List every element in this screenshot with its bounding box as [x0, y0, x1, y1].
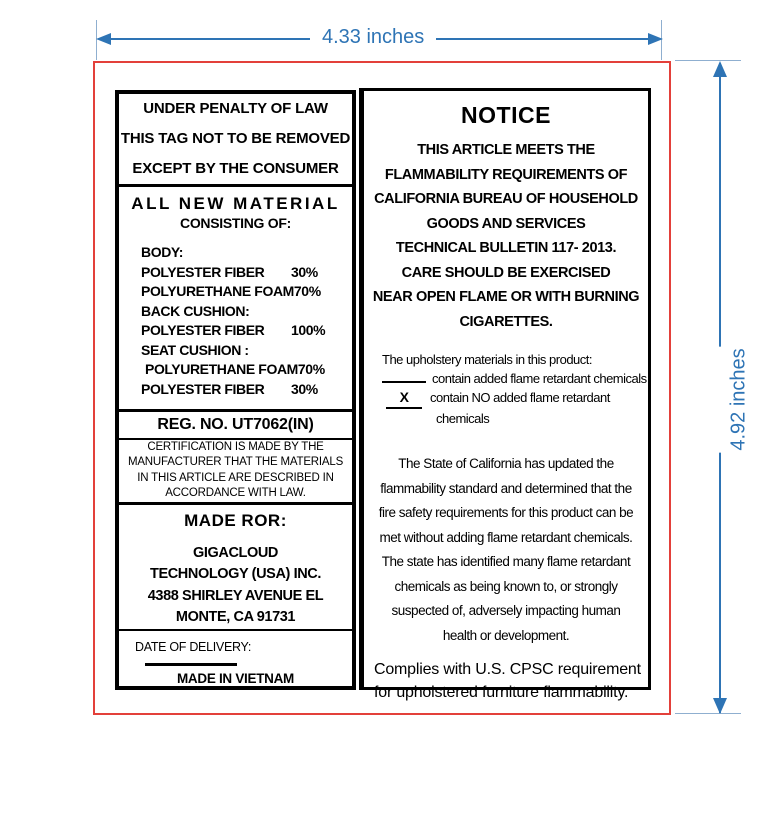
notice-title: NOTICE: [461, 102, 551, 128]
upholstery-intro: The upholstery materials in this product:: [382, 352, 592, 367]
made-in-label: MADE IN VIETNAM: [176, 670, 294, 686]
manufacturer-line: MONTE, CA 91731: [175, 609, 296, 626]
delivery-section: [119, 629, 352, 686]
notice-line: TECHNICAL BULLETIN 117- 2013.: [395, 240, 617, 256]
penalty-line: THIS TAG NOT TO BE REMOVED: [120, 130, 351, 148]
manufacturer-line: 4388 SHIRLEY AVENUE EL: [147, 587, 324, 604]
materials-title: ALL NEW MATERIAL: [131, 194, 340, 214]
material-percent: 30%: [291, 263, 318, 280]
cpsc-compliance-statement: Complies with U.S. CPSC requirement for upholstered furniture flammability.: [374, 661, 641, 701]
date-of-delivery-blank: [145, 654, 237, 666]
material-percent: [291, 302, 342, 322]
material-row: [141, 321, 342, 341]
material-percent: 30%: [291, 380, 318, 397]
arrow-up-icon: [713, 61, 727, 77]
made-for-title: MADE ROR:: [184, 510, 287, 530]
checked-x-mark: X: [386, 388, 422, 409]
material-percent: 70%: [297, 361, 325, 378]
option-text-continued: chemicals: [436, 411, 490, 426]
registration-section: [119, 409, 352, 438]
material-label: POLYESTER FIBER: [141, 380, 265, 397]
material-label: POLYURETHANE FOAM: [141, 283, 294, 300]
material-label: BACK CUSHION:: [141, 302, 250, 319]
flammability-statement: [364, 138, 648, 334]
notice-line: CARE SHOULD BE EXERCISED: [401, 264, 611, 281]
manufacturer-line: GIGACLOUD: [192, 544, 278, 561]
height-extension-line-top: [675, 60, 741, 61]
certification-section: [119, 438, 352, 502]
material-row: [141, 243, 342, 263]
materials-list: [119, 243, 352, 399]
material-percent: [291, 341, 342, 361]
date-of-delivery-row: [119, 640, 352, 669]
materials-subtitle: CONSISTING OF:: [180, 215, 291, 232]
certification-text: CERTIFICATION IS MADE BY THE MANUFACTURER THAT THE MATERIALS IN THIS ARTICLE ARE DESCRIBED IN ACCORDANCE WITH LAW.: [127, 440, 344, 500]
material-row: [141, 360, 342, 380]
material-label: POLYURETHANE FOAM: [145, 361, 298, 378]
material-row: [141, 380, 342, 400]
notice-line: GOODS AND SERVICES: [426, 215, 586, 232]
law-label-panel: [115, 90, 356, 690]
option-text: contain NO added flame retardant: [430, 390, 610, 405]
notice-line: THIS ARTICLE MEETS THE: [417, 142, 595, 158]
material-percent: 70%: [293, 283, 321, 300]
material-row: [141, 341, 342, 361]
date-of-delivery-label: DATE OF DELIVERY:: [135, 639, 252, 654]
material-percent: [291, 243, 342, 263]
manufacturer-line: TECHNOLOGY (USA) INC.: [150, 566, 321, 583]
made-for-section: [119, 502, 352, 629]
material-percent: 100%: [291, 322, 326, 339]
width-dimension-label: 4.33 inches: [310, 26, 436, 49]
height-extension-line-bottom: [675, 713, 741, 714]
height-dimension-label: 4.92 inches: [718, 346, 761, 452]
material-label: POLYESTER FIBER: [141, 263, 265, 280]
materials-section: [119, 184, 352, 409]
notice-panel: [359, 88, 651, 701]
material-label: SEAT CUSHION :: [141, 341, 249, 358]
notice-line: CIGARETTES.: [459, 313, 553, 330]
notice-line: CALIFORNIA BUREAU OF HOUSEHOLD: [374, 191, 638, 207]
material-row: [141, 282, 342, 302]
penalty-line: UNDER PENALTY OF LAW: [143, 100, 328, 118]
california-update-paragraph: The State of California has updated the flammability standard and determined that the fire safety requirements for this product can be met without adding flame retardant chemicals. The state has identified many flame retardant chemicals as being known to, or strongly suspected of, adversely impacting human health or development.: [378, 456, 634, 643]
upholstery-checklist: [364, 351, 648, 428]
arrow-down-icon: [713, 698, 727, 714]
notice-line: FLAMMABILITY REQUIREMENTS OF: [384, 166, 628, 183]
material-label: POLYESTER FIBER: [141, 322, 265, 339]
material-label: BODY:: [141, 244, 184, 261]
checkbox-blank-line: [382, 372, 426, 383]
arrow-right-icon: [648, 33, 663, 45]
registration-number: REG. NO. UT7062(IN): [157, 416, 314, 434]
option-no-retardant: [382, 388, 648, 409]
penalty-header: [119, 94, 352, 184]
material-row: [141, 263, 342, 283]
manufacturer-address: [119, 543, 352, 629]
option-text: contain added flame retardant chemicals: [432, 371, 647, 386]
material-row: [141, 302, 342, 322]
arrow-left-icon: [96, 33, 111, 45]
notice-line: NEAR OPEN FLAME OR WITH BURNING: [372, 289, 640, 305]
option-contains-retardant: [382, 369, 648, 388]
penalty-line: EXCEPT BY THE CONSUMER: [132, 160, 339, 178]
